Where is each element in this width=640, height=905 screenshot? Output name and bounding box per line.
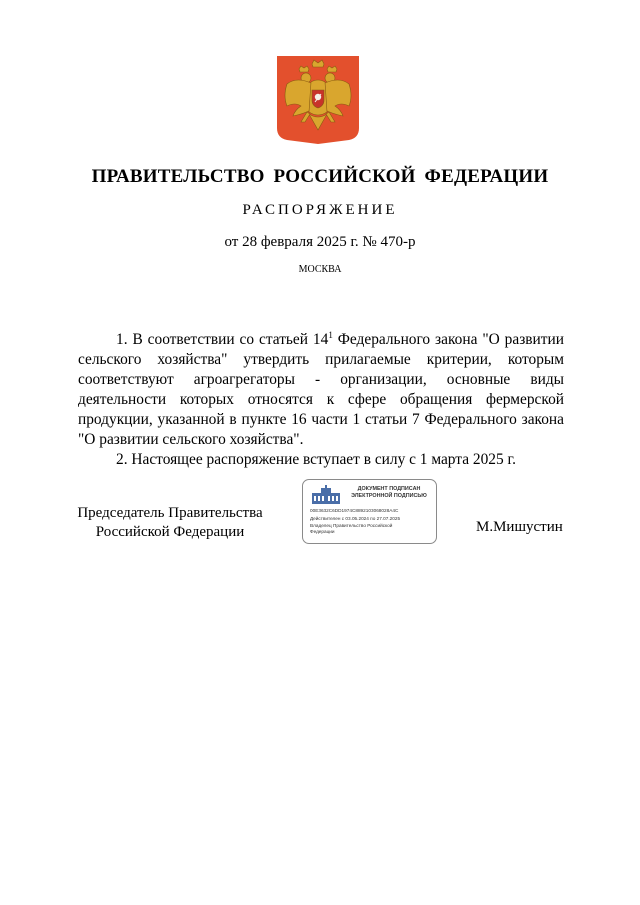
electronic-signature-stamp: [302, 479, 437, 544]
coat-of-arms-emblem: [277, 56, 359, 144]
signer-name: М.Мишустин: [476, 519, 563, 535]
document-city: МОСКВА: [298, 264, 342, 275]
document-date-number: от 28 февраля 2025 г. № 470-р: [224, 234, 416, 250]
government-title: ПРАВИТЕЛЬСТВО РОССИЙСКОЙ ФЕДЕРАЦИИ: [91, 166, 549, 187]
stamp-certificate: 00E3632C6DD1974C8892103068028A4C: [310, 508, 399, 513]
stamp-owner-line2: Федерации: [310, 529, 335, 534]
stamp-validity: Действителен с 03.05.2024 по 27.07.2025: [310, 516, 401, 521]
paragraph-2: 2. Настоящее распоряжение вступает в силу с 1 марта 2025 г.: [116, 451, 516, 468]
stamp-header: ДОКУМЕНТ ПОДПИСАН ЭЛЕКТРОННОЙ ПОДПИСЬЮ: [351, 486, 427, 499]
government-building-icon: [311, 485, 341, 505]
stamp-owner-line1: Владелец Правительство Российской: [310, 523, 393, 528]
signatory-position: Председатель Правительства Российской Федерации: [77, 505, 263, 540]
document-type: РАСПОРЯЖЕНИЕ: [242, 202, 398, 218]
document-body: [78, 330, 564, 470]
paragraph-1: 1. В соответствии со статьей $14^1$ Федерального закона "О развитии сельского хозяйства" утвердить прилагаемые критерии, которым соответствуют агроагрегаторы - организации, основные виды деятельности которых относятся к сфере обращения фермерской продукции, указанной в пункте 16 части 1 статьи 7 Федерального закона "О развитии сельского хозяйства".: [78, 329, 564, 448]
